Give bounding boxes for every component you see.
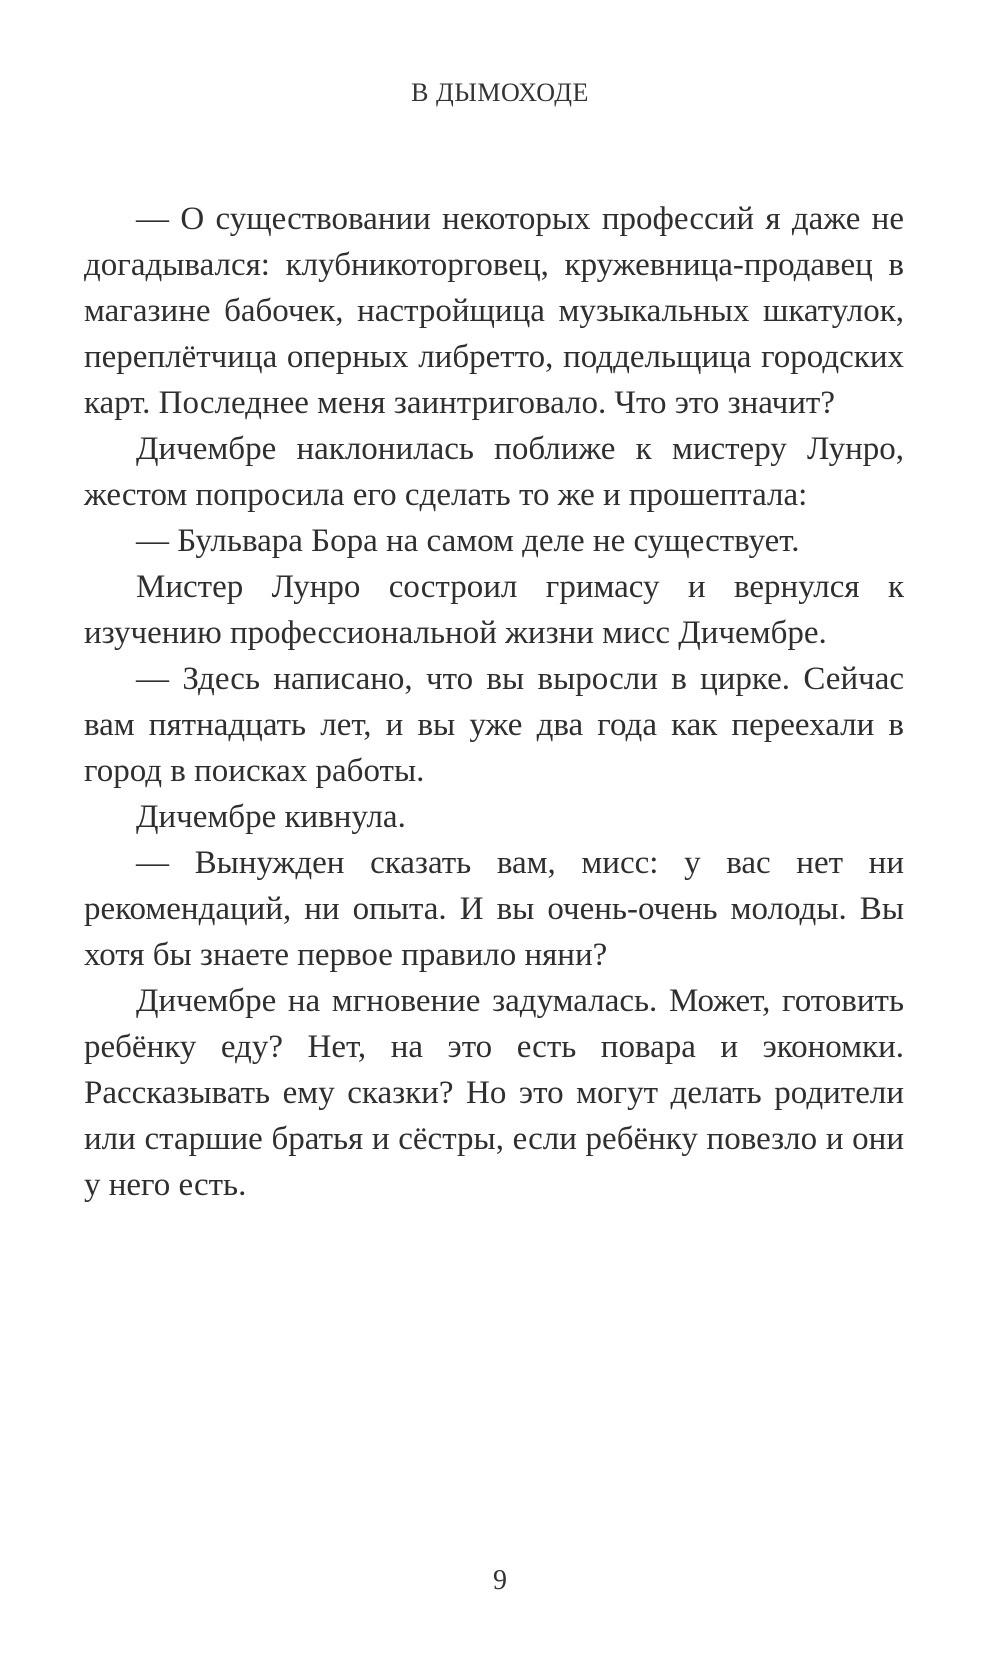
paragraph: Дичембре на мгновение задумалась. Может, готовить ребёнку еду? Нет, на это есть повара и экономки. Рассказывать ему сказки? Но это могут делать родители или старшие братья и сёстры, если ребёнку повезло и они у него есть. [84,983,904,1203]
running-head: В ДЫМОХОДЕ [411,78,589,107]
paragraph: — Вынужден сказать вам, мисс: у вас нет ни рекомендаций, ни опыта. И вы очень-очень молоды. Вы хотя бы знаете первое правило няни? [84,845,904,973]
paragraph: Мистер Лунро состроил гримасу и вернулся к изучению профессиональной жизни мисс Дичембре. [84,569,904,651]
paragraph: — Здесь написано, что вы выросли в цирке. Сейчас вам пятнадцать лет, и вы уже два года как переехали в город в поисках работы. [84,661,904,789]
paragraph: Дичембре кивнула. [136,799,406,835]
paragraph: — Бульвара Бора на самом деле не существует. [136,523,800,559]
paragraph: — О существовании некоторых профессий я даже не догадывался: клубникоторговец, кружевница-продавец в магазине бабочек, настройщица музыкальных шкатулок, переплётчица оперных либретто, поддельщица городских карт. Последнее меня заинтриговало. Что это значит? [84,201,904,421]
body-text [84,196,904,1208]
page-number: 9 [493,1565,507,1596]
paragraph: Дичембре наклонилась поближе к мистеру Лунро, жестом попросила его сделать то же и прошептала: [84,431,904,513]
